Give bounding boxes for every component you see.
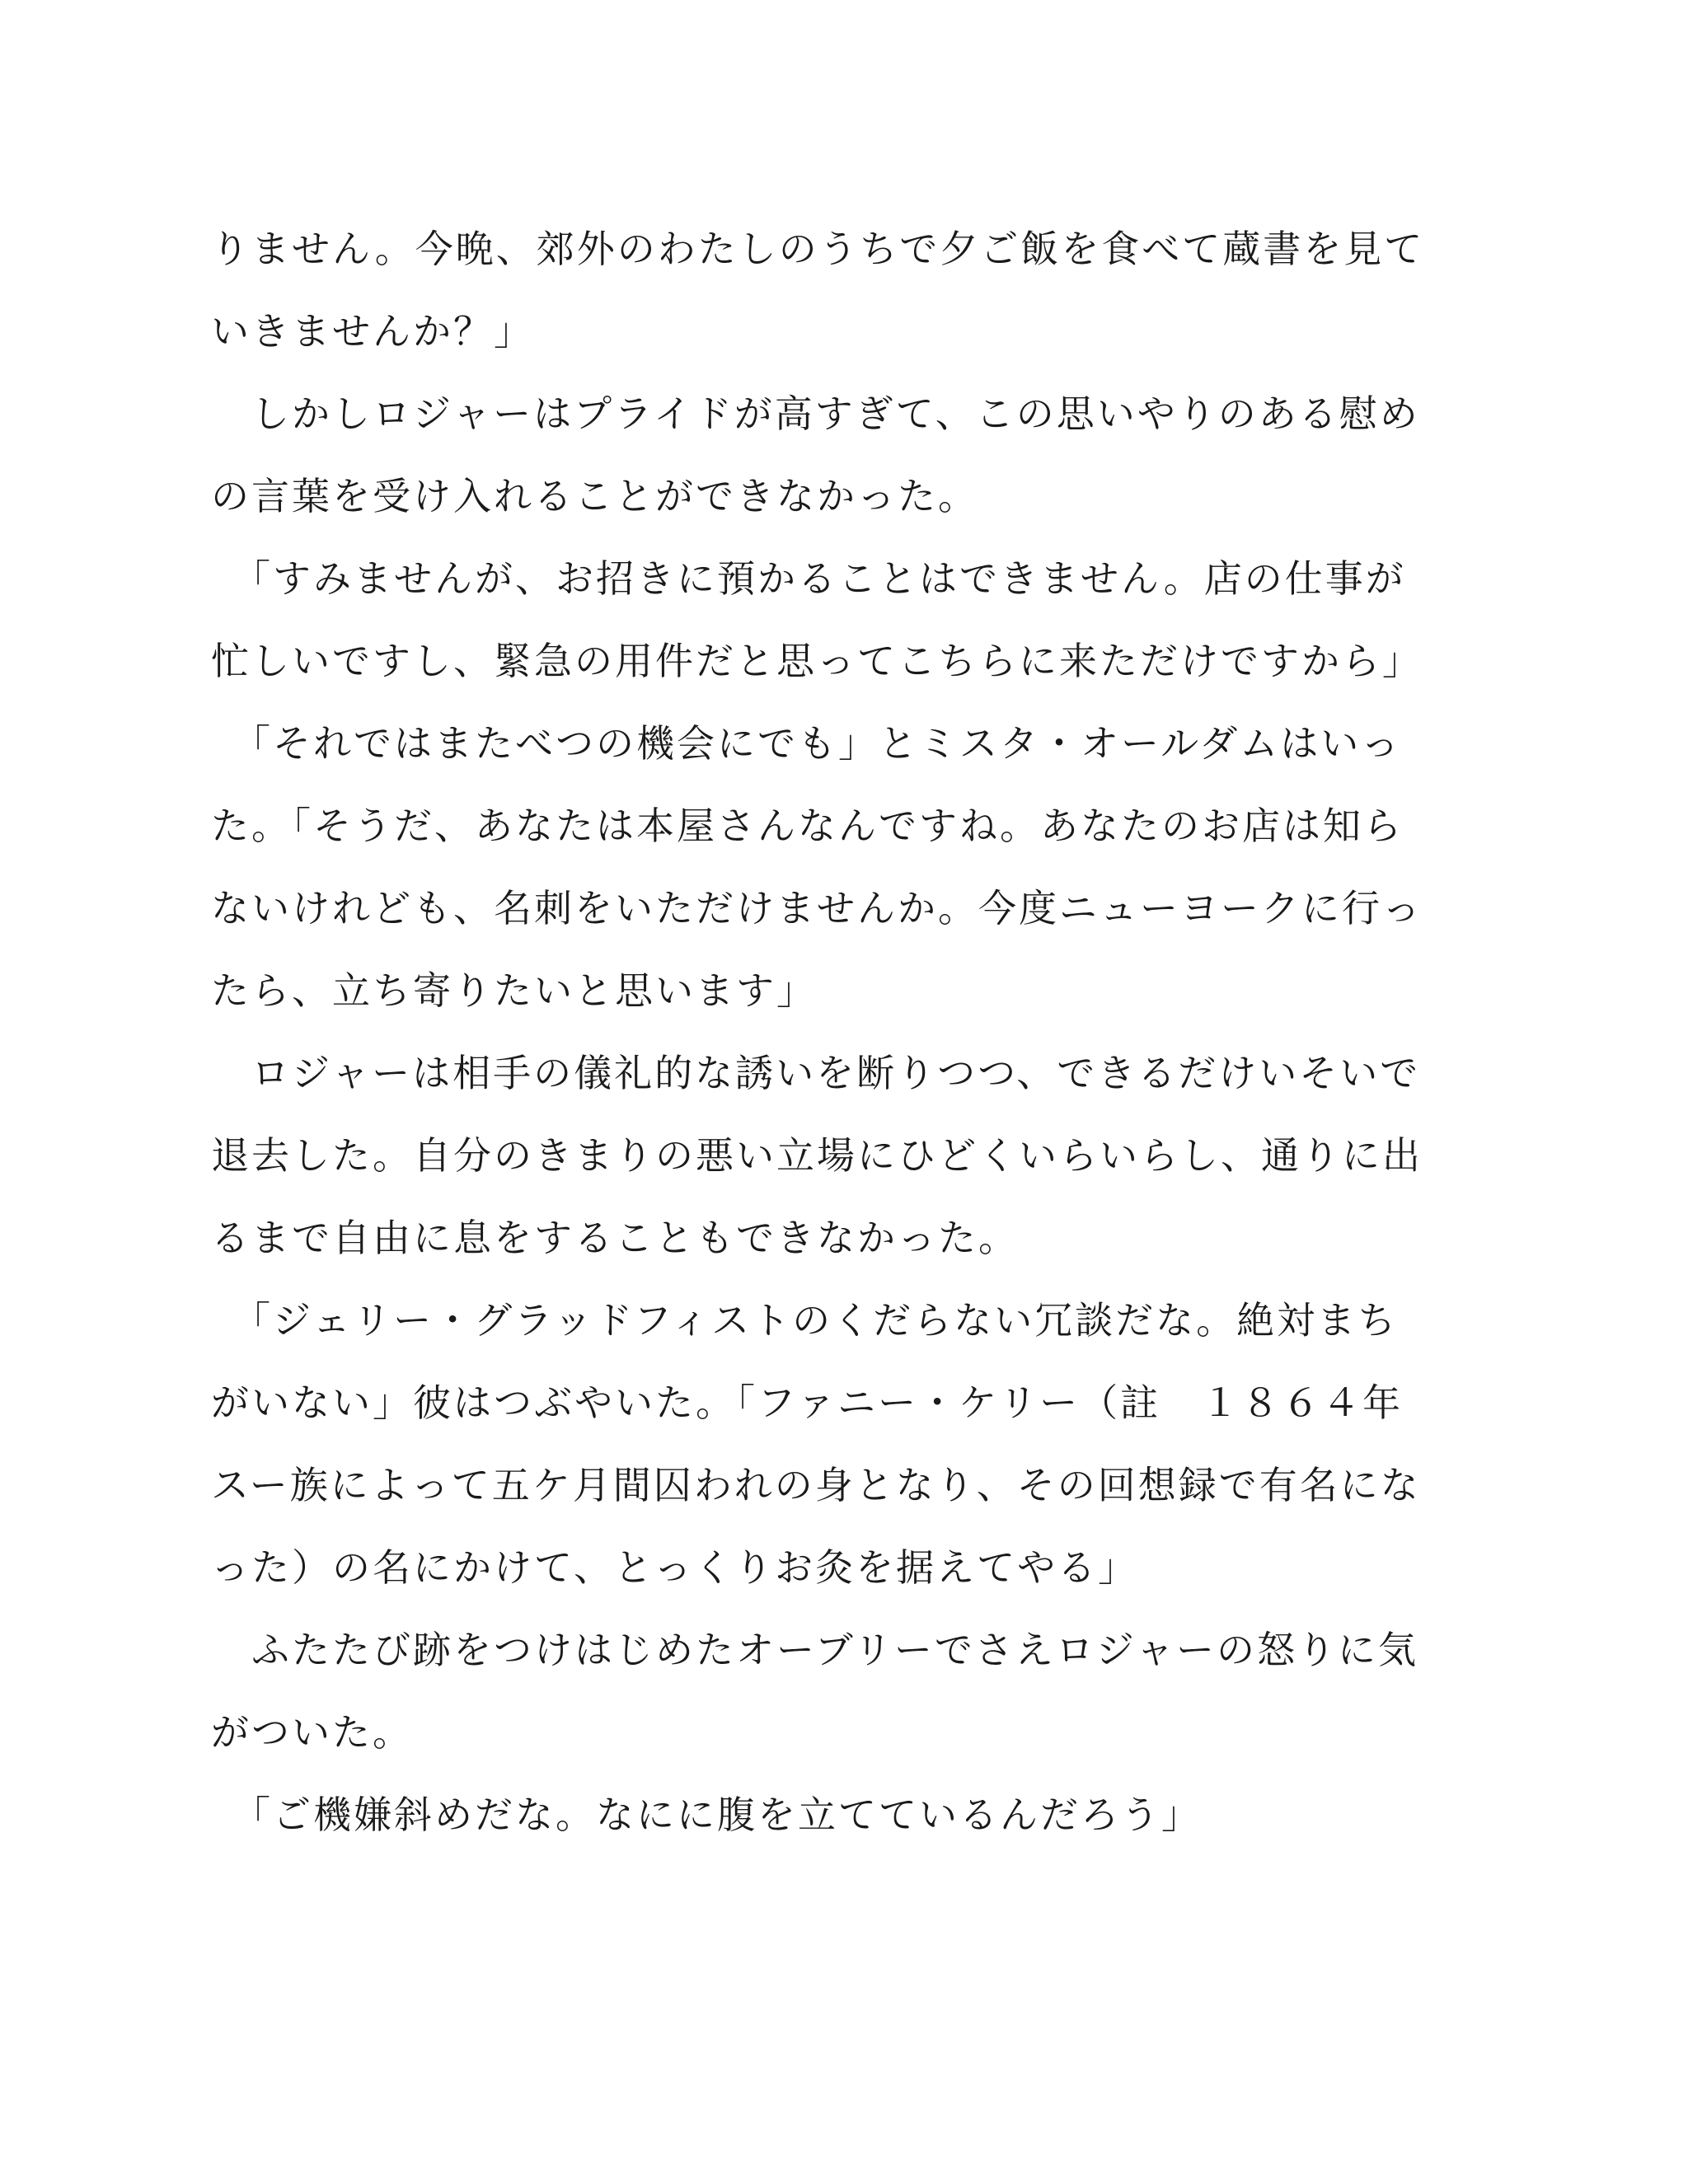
text-line: た。「そうだ、あなたは本屋さんなんですね。あなたのお店は知ら [211, 804, 1404, 848]
text-line: しかしロジャーはプライドが高すぎて、この思いやりのある慰め [211, 391, 1420, 436]
text-line: がついた。 [211, 1710, 413, 1755]
text-line: 「すみませんが、お招きに預かることはできません。店の仕事が [211, 556, 1406, 601]
body-text [211, 208, 1480, 1856]
text-line: った）の名にかけて、とっくりお灸を据えてやる」 [211, 1545, 1139, 1590]
text-line: 「ご機嫌斜めだな。なにに腹を立てているんだろう」 [211, 1793, 1202, 1837]
text-line: たら、立ち寄りたいと思います」 [211, 968, 817, 1013]
text-line: 忙しいですし、緊急の用件だと思ってこちらに来ただけですから」 [211, 639, 1423, 683]
text-line: 「ジェリー・グラッドフィストのくだらない冗談だな。絶対まち [211, 1298, 1399, 1343]
text-line: いきませんか？」 [211, 309, 534, 354]
text-line: ないけれども、名刺をいただけませんか。今度ニューヨークに行っ [211, 886, 1423, 930]
text-line: の言葉を受け入れることができなかった。 [211, 474, 978, 518]
text-line: 退去した。自分のきまりの悪い立場にひどくいらいらし、通りに出 [211, 1133, 1423, 1178]
text-line: りません。今晩、郊外のわたしのうちで夕ご飯を食べて蔵書を見て [211, 227, 1425, 271]
text-line: るまで自由に息をすることもできなかった。 [211, 1216, 1019, 1260]
text-line: スー族によって五ケ月間囚われの身となり、その回想録で有名にな [211, 1463, 1421, 1507]
text-line: ふたたび跡をつけはじめたオーブリーでさえロジャーの怒りに気 [211, 1628, 1418, 1672]
text-line: ロジャーは相手の儀礼的な誘いを断りつつ、できるだけいそいで [211, 1051, 1421, 1095]
text-line: がいない」彼はつぶやいた。「ファニー・ケリー（註 １８６４年 [211, 1380, 1404, 1425]
text-line: 「それではまたべつの機会にでも」とミスタ・オールダムはいっ [211, 721, 1402, 766]
